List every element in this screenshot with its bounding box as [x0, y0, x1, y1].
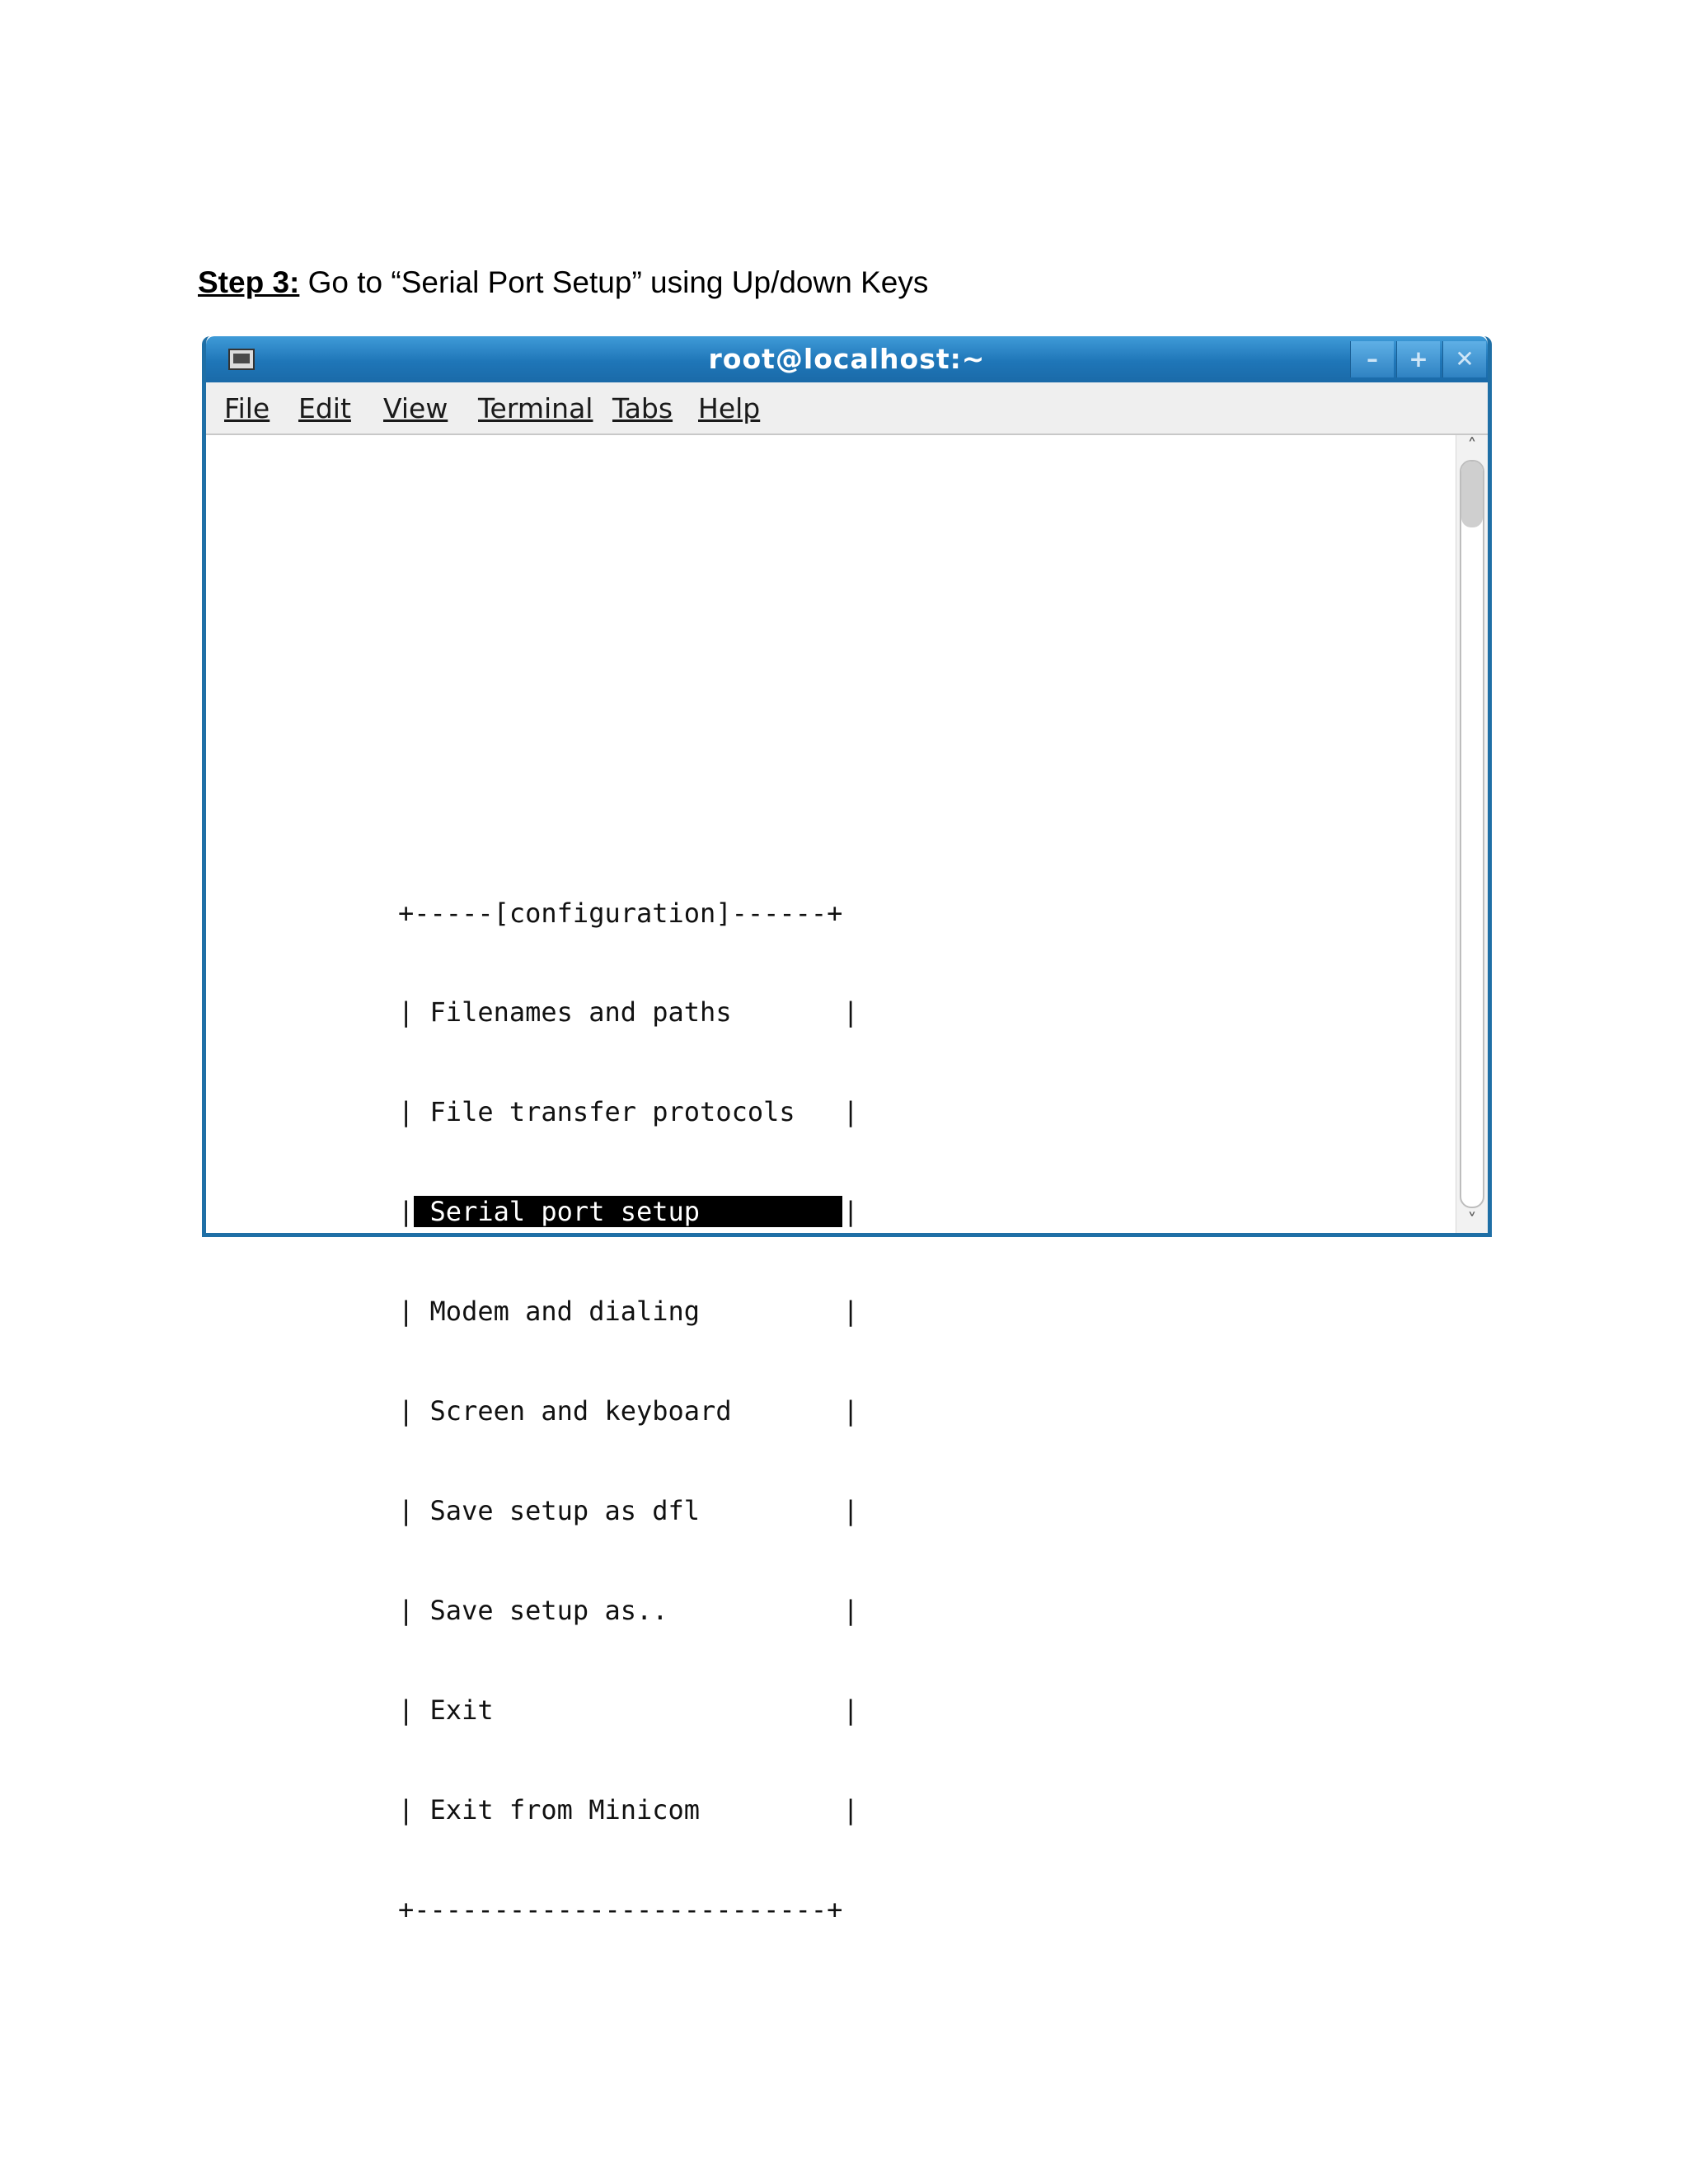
border-right: | — [842, 1594, 859, 1626]
chevron-up-icon[interactable]: ˄ — [1467, 436, 1477, 457]
border-right: | — [842, 1793, 859, 1825]
border-right: | — [842, 1694, 859, 1726]
border-left: | — [398, 1196, 415, 1228]
menu-file-label: File — [224, 392, 270, 424]
config-item-label: Screen and keyboard — [429, 1395, 732, 1427]
window-title: root@localhost:~ — [708, 343, 986, 375]
step-text: Go to “Serial Port Setup” using Up/down Keys — [299, 265, 929, 299]
border-left: | — [398, 1395, 415, 1427]
border-left: | — [398, 1594, 415, 1626]
menubar — [206, 382, 1488, 435]
menu-tabs[interactable] — [612, 392, 673, 424]
config-item-label: Filenames and paths — [429, 996, 732, 1029]
border-right: | — [842, 996, 859, 1029]
config-item-label: Save setup as dfl — [429, 1494, 701, 1526]
vertical-scrollbar[interactable] — [1456, 435, 1488, 1233]
menu-tabs-label: Tabs — [612, 392, 673, 424]
config-item-label: Exit — [429, 1694, 494, 1726]
menu-edit-label: Edit — [298, 392, 351, 424]
titlebar[interactable] — [206, 336, 1488, 382]
border-left: | — [398, 1694, 415, 1726]
close-icon[interactable]: ✕ — [1442, 341, 1486, 377]
border-right: | — [842, 1096, 859, 1128]
menu-terminal-label: Terminal — [478, 392, 593, 424]
border-right: | — [842, 1296, 859, 1328]
config-item[interactable] — [398, 1394, 859, 1427]
config-item[interactable] — [398, 1793, 859, 1826]
config-item[interactable] — [398, 1594, 859, 1627]
chevron-down-icon[interactable]: ˅ — [1467, 1211, 1477, 1231]
menu-help[interactable] — [698, 392, 760, 424]
config-item-label: File transfer protocols — [429, 1096, 795, 1128]
config-item[interactable] — [398, 1295, 859, 1328]
border-left: | — [398, 1096, 415, 1128]
config-item[interactable] — [398, 996, 859, 1029]
config-item-label: Save setup as.. — [429, 1594, 668, 1626]
config-item[interactable] — [398, 1494, 859, 1527]
menu-edit[interactable] — [298, 392, 351, 424]
terminal-content[interactable] — [206, 435, 1456, 1925]
menu-view[interactable] — [383, 392, 448, 424]
terminal-window — [202, 336, 1492, 1925]
config-item[interactable] — [398, 1694, 859, 1727]
scroll-thumb[interactable] — [1461, 462, 1483, 527]
menu-terminal[interactable] — [478, 392, 593, 424]
maximize-icon[interactable]: + — [1396, 341, 1440, 377]
step-instruction — [198, 265, 928, 300]
menu-box-top: +-----[configuration]------+ — [398, 897, 843, 929]
menu-help-label: Help — [698, 392, 761, 424]
border-right: | — [842, 1494, 859, 1526]
border-left: | — [398, 1793, 415, 1825]
configuration-menu — [398, 830, 859, 1992]
border-left: | — [398, 1494, 415, 1526]
minimize-icon[interactable]: – — [1350, 341, 1394, 377]
config-item[interactable] — [398, 1095, 859, 1128]
config-item-label: Exit from Minicom — [429, 1793, 701, 1825]
border-left: | — [398, 996, 415, 1029]
border-right: | — [842, 1196, 859, 1228]
menu-view-label: View — [383, 392, 448, 424]
step-label: Step 3: — [198, 265, 300, 299]
config-item-selected[interactable] — [398, 1195, 859, 1228]
config-item-label: Modem and dialing — [429, 1296, 701, 1328]
border-left: | — [398, 1296, 415, 1328]
menu-box-bottom: +--------------------------+ — [398, 1893, 843, 1925]
border-right: | — [842, 1395, 859, 1427]
selection-highlight — [414, 1196, 842, 1227]
config-item-label: Serial port setup — [429, 1196, 701, 1228]
menu-file[interactable] — [224, 392, 270, 424]
scroll-track[interactable] — [1460, 460, 1484, 1208]
